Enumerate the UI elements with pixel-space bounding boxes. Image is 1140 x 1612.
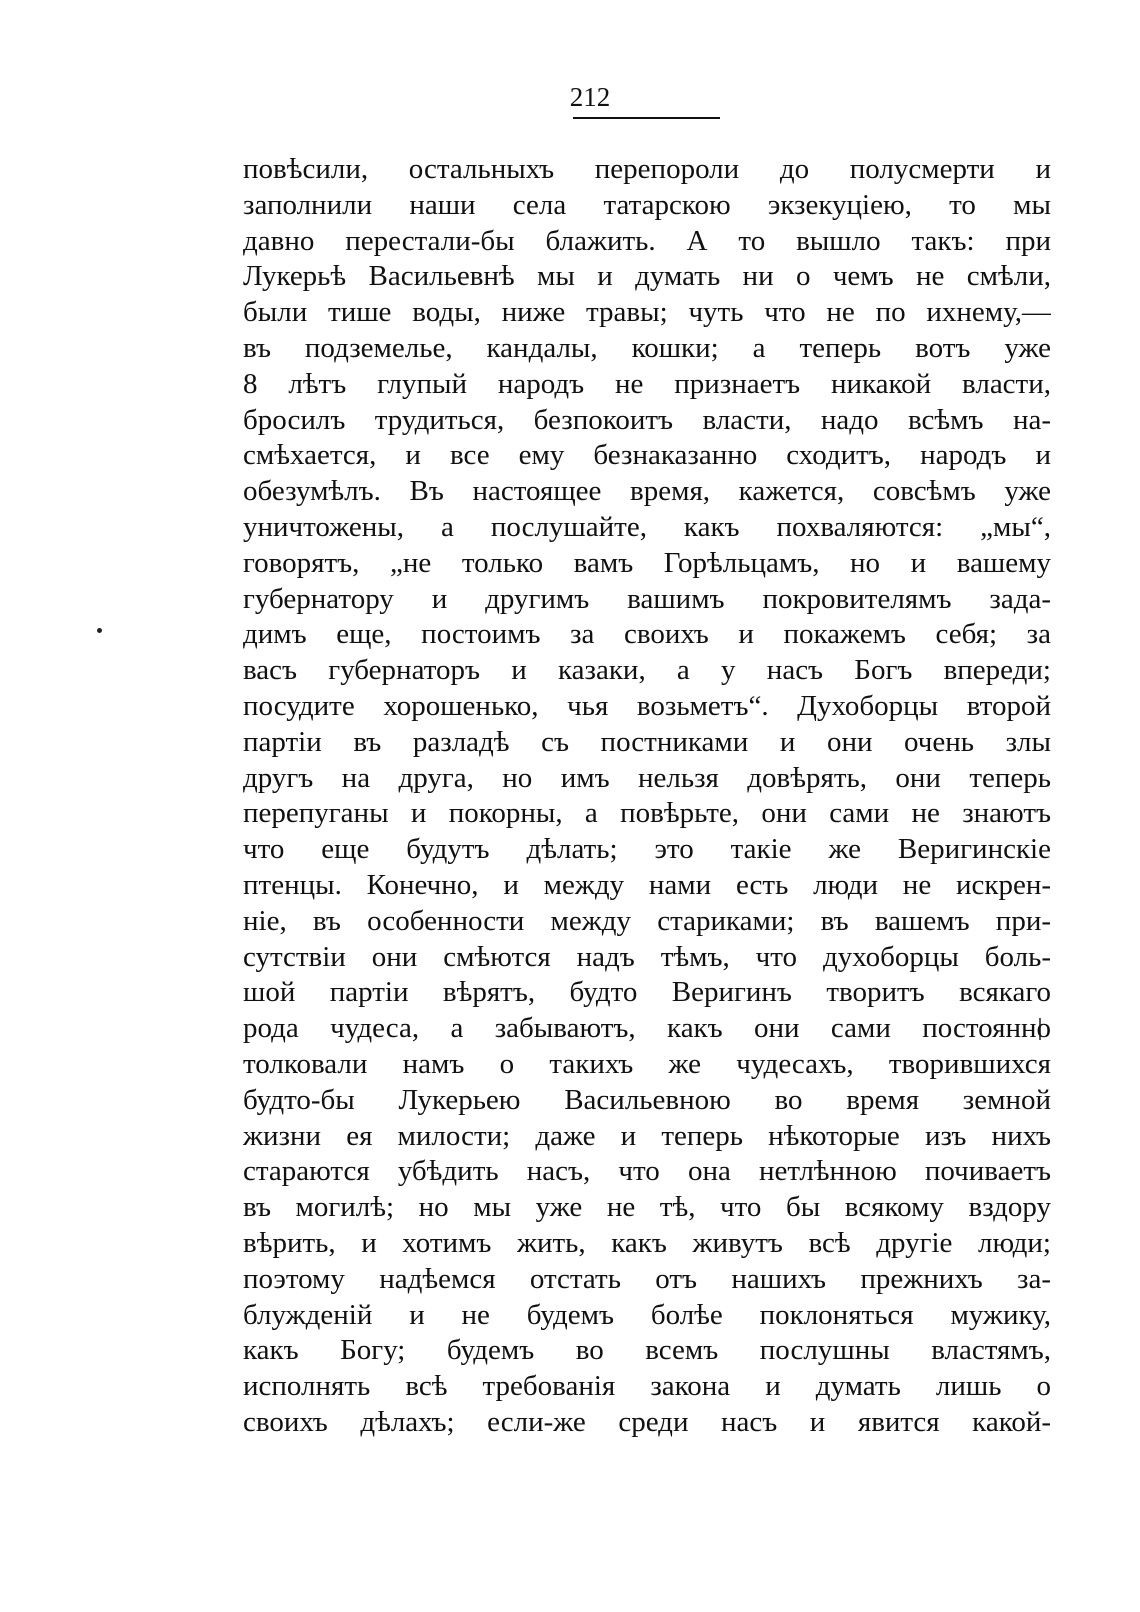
text-line: уничтожены, а послушайте, какъ похваляются: „мы“,	[243, 510, 1051, 543]
text-line: рода чудеса, а забываютъ, какъ они сами постоянно	[243, 1012, 1051, 1045]
text-line: васъ губернаторъ и казаки, а у насъ Богъ впереди;	[243, 654, 1051, 687]
text-line: вѣрить, и хотимъ жить, какъ живутъ всѣ другіе люди;	[243, 1226, 1051, 1259]
text-line: Лукерьѣ Васильевнѣ мы и думать ни о чемъ не смѣли,	[243, 260, 1051, 293]
text-line: толковали намъ о такихъ же чудесахъ, творившихся	[243, 1047, 1051, 1080]
text-line: въ подземелье, кандалы, кошки; а теперь вотъ уже	[243, 331, 1051, 364]
text-line: говорятъ, „не только вамъ Горѣльцамъ, но и вашему	[243, 546, 1051, 579]
text-line: стараются убѣдить насъ, что она нетлѣнною почиваетъ	[243, 1155, 1051, 1188]
text-line: бросилъ трудиться, безпокоитъ власти, надо всѣмъ на-	[243, 403, 1051, 436]
text-line: давно перестали-бы блажить. А то вышло такъ: при	[243, 224, 1051, 257]
text-line: поэтому надѣемся отстать отъ нашихъ прежнихъ за-	[243, 1262, 1051, 1295]
text-line: партіи въ разладѣ съ постниками и они очень злы	[243, 725, 1051, 758]
text-line: губернатору и другимъ вашимъ покровителямъ зада-	[243, 582, 1051, 615]
text-line: повѣсили, остальныхъ перепороли до полусмерти и	[243, 153, 1051, 185]
text-line: птенцы. Конечно, и между нами есть люди не искрен-	[243, 868, 1051, 901]
margin-speck	[97, 628, 102, 633]
text-line: какъ Богу; будемъ во всемъ послушны властямъ,	[243, 1334, 1051, 1367]
text-line: 8 лѣтъ глупый народъ не признаетъ никакой власти,	[243, 367, 1051, 400]
text-line: что еще будутъ дѣлать; это такіе же Веригинскіе	[243, 833, 1051, 866]
text-line: сутствіи они смѣются надъ тѣмъ, что духоборцы боль-	[243, 940, 1051, 973]
text-line: будто-бы Лукерьею Васильевною во время земной	[243, 1083, 1051, 1116]
text-line: смѣхается, и все ему безнаказанно сходитъ, народъ и	[243, 439, 1051, 472]
text-line: димъ еще, постоимъ за своихъ и покажемъ себя; за	[243, 618, 1051, 651]
text-line: въ могилѣ; но мы уже не тѣ, что бы всякому вздору	[243, 1191, 1051, 1224]
page-number: 212	[569, 82, 611, 112]
text-line: шой партіи вѣрятъ, будто Веригинъ творитъ всякаго	[243, 976, 1051, 1009]
text-line: ніе, въ особенности между стариками; въ вашемъ при-	[243, 904, 1051, 937]
text-line: посудите хорошенько, чья возьметъ“. Духоборцы второй	[243, 689, 1051, 722]
page-number-rule	[573, 117, 720, 119]
body-text	[243, 152, 1051, 1441]
text-line: исполнять всѣ требованія закона и думать лишь о	[243, 1370, 1051, 1403]
text-line: блужденій и не будемъ болѣе поклоняться мужику,	[243, 1298, 1051, 1331]
text-line: жизни ея милости; даже и теперь нѣкоторые изъ нихъ	[243, 1119, 1051, 1152]
text-line: перепуганы и покорны, а повѣрьте, они сами не знаютъ	[243, 797, 1051, 830]
text-line: своихъ дѣлахъ; если-же среди насъ и явится какой-	[243, 1405, 1051, 1438]
text-line: другъ на друга, но имъ нельзя довѣрять, они теперь	[243, 761, 1051, 794]
text-line: обезумѣлъ. Въ настоящее время, кажется, совсѣмъ уже	[243, 475, 1051, 508]
text-line: заполнили наши села татарскою экзекуціею, то мы	[243, 188, 1051, 221]
text-line: были тише воды, ниже травы; чуть что не по ихнему,—	[243, 296, 1051, 329]
